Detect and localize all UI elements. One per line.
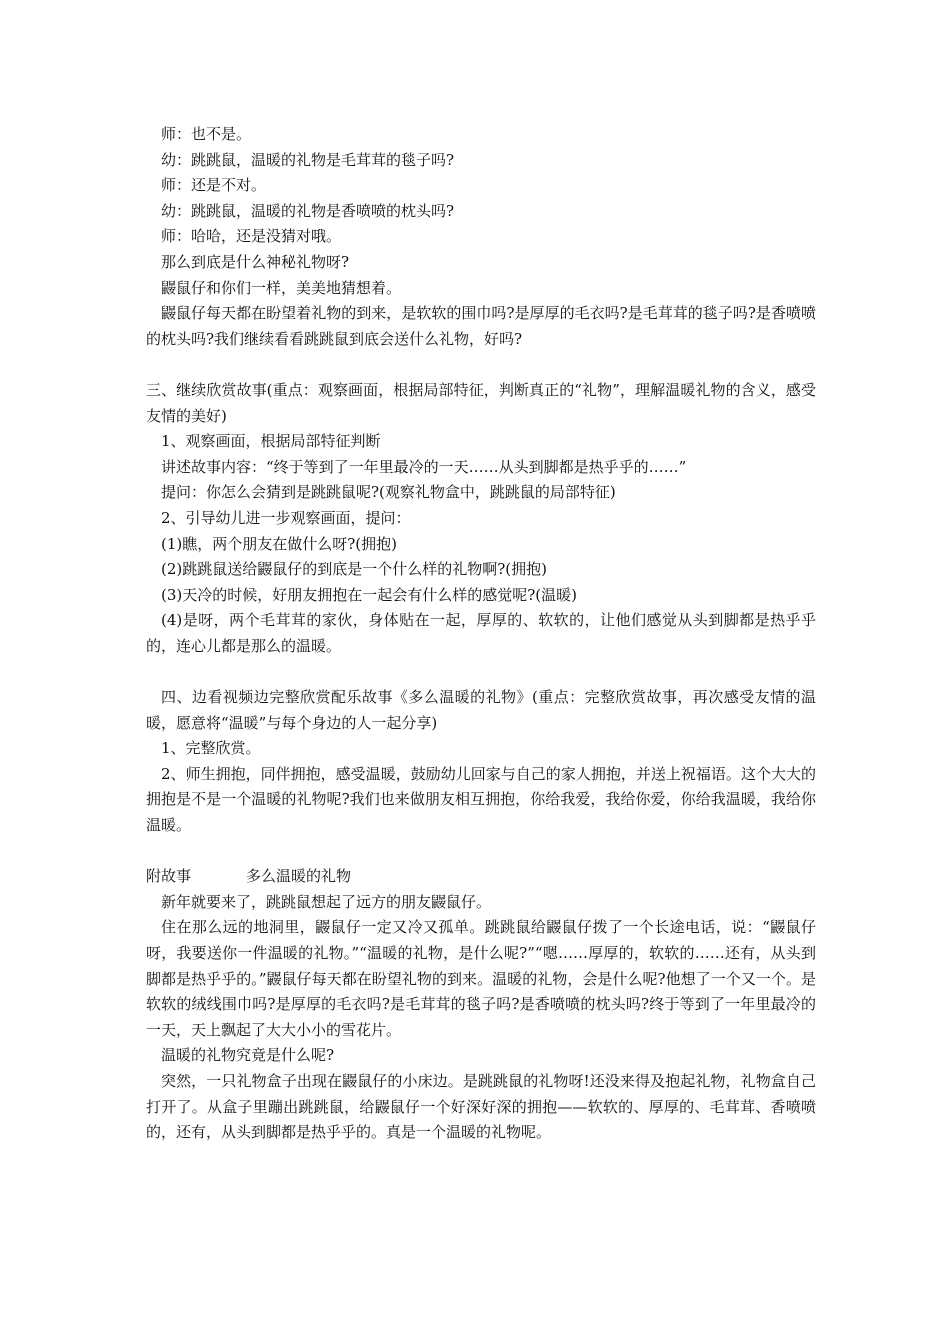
section-3-item: 1、观察画面，根据局部特征判断 (161, 432, 381, 451)
appendix-header (146, 864, 816, 890)
dialogue-line: 师：哈哈，还是没猜对哦。 (161, 227, 342, 246)
story-paragraph: 突然，一只礼物盒子出现在鼹鼠仔的小床边。是跳跳鼠的礼物呀!还没来得及抱起礼物，礼物盒自己打开了。从盒子里蹦出跳跳鼠，给鼹鼠仔一个好深好深的拥抱——软软的、厚厚的、毛茸茸、香喷喷的，还有，从头到脚都是热乎乎的。真是一个温暖的礼物呢。 (146, 1071, 816, 1142)
section-4-item: 2、师生拥抱，同伴拥抱，感受温暖，鼓励幼儿回家与自己的家人拥抱，并送上祝福语。这个大大的拥抱是不是一个温暖的礼物呢?我们也来做朋友相互拥抱，你给我爱，我给你爱，你给我温暖，我给你温暖。 (146, 764, 816, 835)
appendix-label: 附故事 (146, 867, 192, 886)
section-3-item: 提问：你怎么会猜到是跳跳鼠呢?(观察礼物盒中，跳跳鼠的局部特征) (161, 483, 616, 502)
section-3-item: (2)跳跳鼠送给鼹鼠仔的到底是一个什么样的礼物啊?(拥抱) (161, 560, 547, 579)
section-3-heading: 三、继续欣赏故事(重点：观察画面，根据局部特征，判断真正的“礼物”，理解温暖礼物的含义，感受友情的美好) (146, 380, 816, 425)
story-paragraph: 温暖的礼物究竟是什么呢? (161, 1046, 335, 1065)
section-3-item: 2、引导幼儿进一步观察画面，提问： (161, 508, 411, 527)
dialogue-line: 那么到底是什么神秘礼物呀? (161, 252, 350, 271)
section-4-heading: 四、边看视频边完整欣赏配乐故事《多么温暖的礼物》(重点：完整欣赏故事，再次感受友情的温暖，愿意将“温暖”与每个身边的人一起分享) (146, 688, 816, 732)
spacer (146, 839, 816, 865)
spacer (146, 352, 816, 378)
section-3-item: (4)是呀，两个毛茸茸的家伙，身体贴在一起，厚厚的、软软的，让他们感觉从头到脚都是热乎乎的，连心儿都是那么的温暖。 (146, 611, 816, 655)
section-3-item: (3)天冷的时候，好朋友拥抱在一起会有什么样的感觉呢?(温暖) (161, 585, 577, 604)
dialogue-line: 师：也不是。 (161, 125, 252, 143)
dialogue-line: 幼：跳跳鼠，温暖的礼物是毛茸茸的毯子吗? (161, 150, 455, 169)
spacer (146, 659, 816, 685)
dialogue-line: 师：还是不对。 (161, 176, 267, 195)
section-3-item: (1)瞧，两个朋友在做什么呀?(拥抱) (161, 534, 397, 553)
dialogue-paragraph: 鼹鼠仔每天都在盼望着礼物的到来，是软软的围巾吗?是厚厚的毛衣吗?是毛茸茸的毯子吗?是香喷喷的枕头吗?我们继续看看跳跳鼠到底会送什么礼物，好吗? (146, 304, 816, 348)
story-paragraph: 新年就要来了，跳跳鼠想起了远方的朋友鼹鼠仔。 (161, 892, 492, 911)
dialogue-line: 幼：跳跳鼠，温暖的礼物是香喷喷的枕头吗? (161, 201, 455, 220)
document-page (146, 122, 816, 1146)
section-3-item: 讲述故事内容：“终于等到了一年里最冷的一天……从头到脚都是热乎乎的……” (161, 457, 687, 476)
story-paragraph: 住在那么远的地洞里，鼹鼠仔一定又冷又孤单。跳跳鼠给鼹鼠仔拨了一个长途电话，说：“鼹鼠仔呀，我要送你一件温暖的礼物。”“温暖的礼物，是什么呢?”“嗯……厚厚的，软软的……还有，从头到脚都是热乎乎的。”鼹鼠仔每天都在盼望礼物的到来。温暖的礼物，会是什么呢?他想了一个又一个。是软软的绒线围巾吗?是厚厚的毛衣吗?是毛茸茸的毯子吗?是香喷喷的枕头吗?终于等到了一年里最冷的一天，天上飘起了大大小小的雪花片。 (146, 918, 816, 1039)
dialogue-line: 鼹鼠仔和你们一样，美美地猜想着。 (161, 278, 402, 297)
section-4-item: 1、完整欣赏。 (161, 739, 261, 758)
story-title: 多么温暖的礼物 (246, 867, 352, 886)
